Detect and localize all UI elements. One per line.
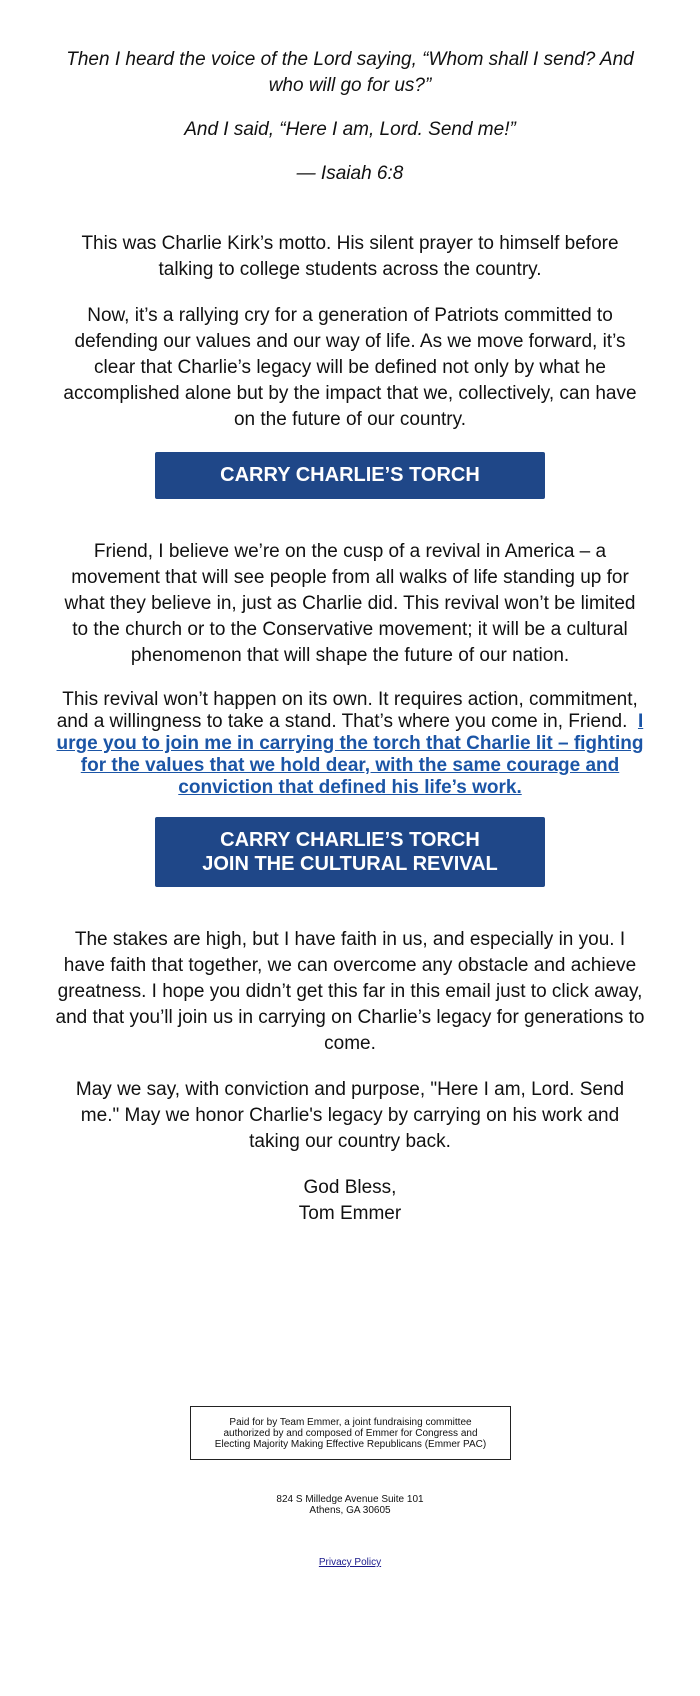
paid-for-disclaimer — [190, 1406, 511, 1460]
join-revival-button-line-2: JOIN THE CULTURAL REVIVAL — [202, 853, 498, 875]
privacy-policy-link[interactable]: Privacy Policy — [318, 1557, 382, 1568]
join-torch-link[interactable]: I urge you to join me in carrying the torch that Charlie lit – fighting for the values that we hold dear, with the same courage and conviction that defined his life’s work. — [56, 711, 644, 798]
disclaimer-line-2: authorized by and composed of Emmer for Congress and — [223, 1428, 478, 1439]
privacy-policy-container — [0, 1557, 700, 1568]
signature-text: Tom Emmer — [298, 1203, 402, 1224]
verse-line-1: Then I heard the voice of the Lord saying, “Whom shall I send? And who will go for us?” — [66, 49, 634, 96]
address-line-2: Athens, GA 30605 — [309, 1505, 391, 1516]
address-line-1: 824 S Milledge Avenue Suite 101 — [276, 1494, 424, 1505]
disclaimer-line-3: Electing Majority Making Effective Republicans (Emmer PAC) — [214, 1439, 487, 1450]
verse-citation: — Isaiah 6:8 — [296, 163, 404, 184]
carry-torch-button-label: CARRY CHARLIE’S TORCH — [220, 464, 480, 486]
email-content — [55, 0, 645, 1227]
rallying-cry-paragraph: Now, it’s a rallying cry for a generation of Patriots committed to defending our values and our way of life. As we move forward, it’s clear that Charlie’s legacy will be defined not only by what he accomplished alone but by the impact that we, collectively, can have on the future of our country. — [63, 305, 637, 430]
prayer-paragraph: May we say, with conviction and purpose, "Here I am, Lord. Send me." May we honor Charlie's legacy by carrying on his work and taking our country back. — [75, 1079, 625, 1152]
stakes-paragraph: The stakes are high, but I have faith in us, and especially in you. I have faith that together, we can overcome any obstacle and achieve greatness. I hope you didn’t get this far in this email just to click away, and that you’ll join us in carrying on Charlie’s legacy for generations to come. — [55, 929, 645, 1054]
disclaimer-line-1: Paid for by Team Emmer, a joint fundraising committee — [229, 1417, 472, 1428]
carry-torch-button[interactable] — [155, 452, 545, 499]
friend-paragraph: Friend, I believe we’re on the cusp of a revival in America – a movement that will see people from all walks of life standing up for what they believe in, just as Charlie did. This revival won’t be limited to the church or to the Conservative movement; it will be a cultural phenomenon that will shape the future of our nation. — [64, 541, 636, 666]
verse-line-2: And I said, “Here I am, Lord. Send me!” — [184, 119, 516, 140]
join-revival-button[interactable] — [155, 817, 545, 887]
join-revival-button-line-1: CARRY CHARLIE’S TORCH — [220, 829, 480, 851]
revival-paragraph — [55, 689, 645, 799]
mailing-address — [0, 1494, 700, 1516]
closing-text: God Bless, — [303, 1177, 397, 1198]
motto-paragraph: This was Charlie Kirk’s motto. His silent prayer to himself before talking to college students across the country. — [81, 233, 619, 280]
revival-intro-text: This revival won’t happen on its own. It requires action, commitment, and a willingness to take a stand. That’s where you come in, Friend. — [56, 689, 638, 732]
signoff — [55, 1175, 645, 1227]
